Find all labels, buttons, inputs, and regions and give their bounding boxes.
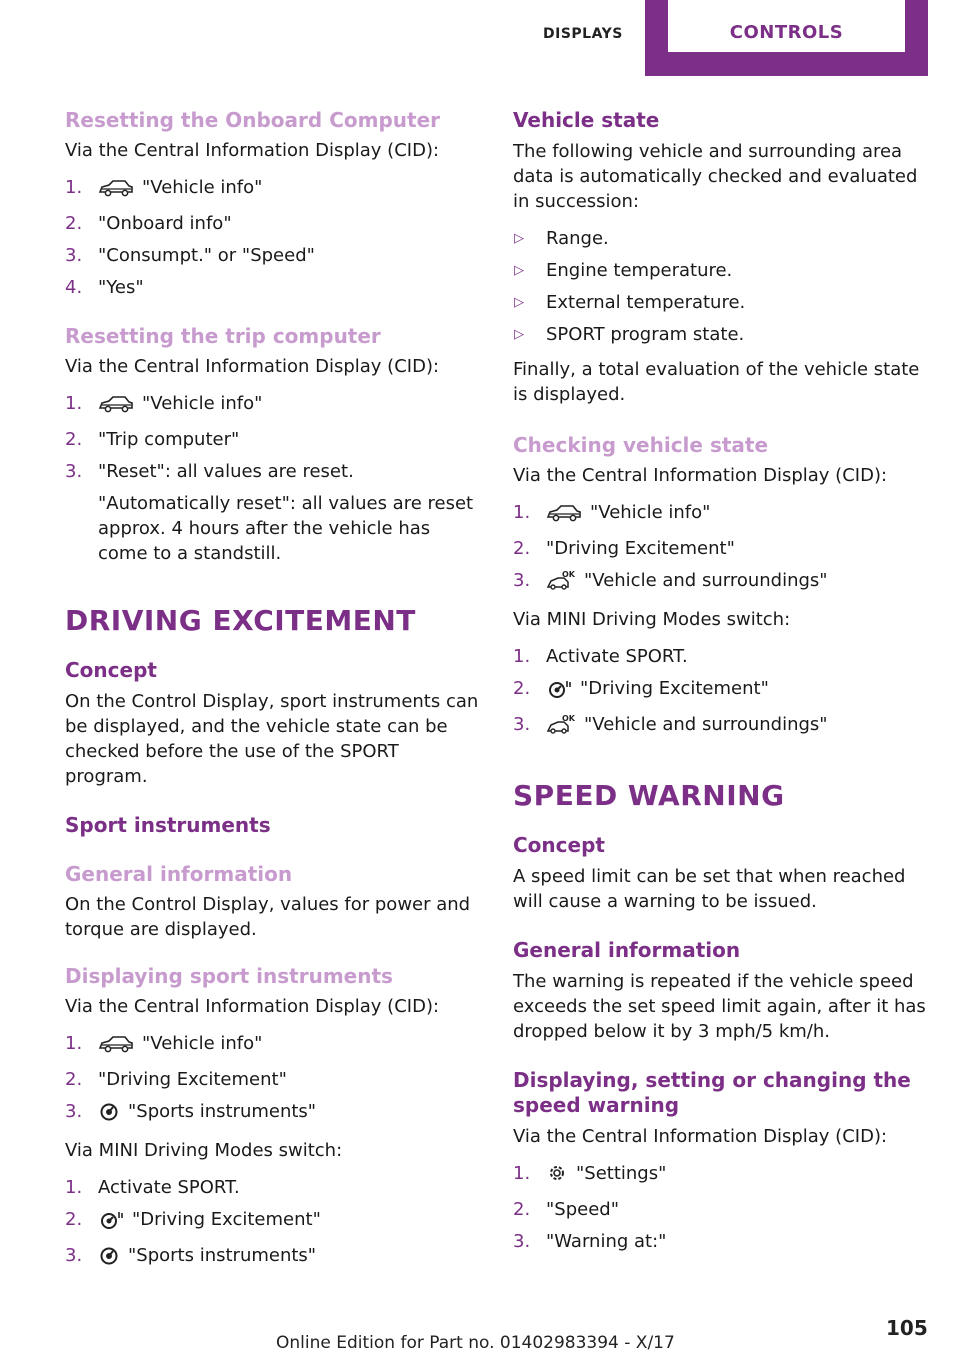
list-item: ▷ SPORT program state.: [514, 324, 745, 345]
display-sport-switch-intro: Via MINI Driving Modes switch:: [65, 1139, 343, 1161]
driving-excitement-icon: [546, 680, 572, 705]
list-item: 3. "Consumpt." or "Speed": [65, 245, 315, 266]
list-item: 1. Activate SPORT.: [513, 646, 688, 667]
sw-steps: [513, 1161, 933, 1254]
speed-warning-heading: SPEED WARNING: [513, 779, 785, 812]
display-sport-switch-steps: [65, 1175, 485, 1272]
reset-trip-intro: Via the Central Information Display (CID):: [65, 356, 440, 377]
display-sport-cid-steps: [65, 1031, 485, 1128]
checking-intro: Via the Central Information Display (CID):: [513, 465, 888, 486]
header-chapter-label: CONTROLS: [729, 22, 844, 43]
list-item: 2. "Speed": [513, 1198, 619, 1220]
svg-text:OK: OK: [562, 570, 575, 579]
vehicle-state-outro: Finally, a total evaluation of the vehicle state is displayed.: [513, 359, 920, 405]
car-icon: [98, 1035, 134, 1060]
list-item: ▷ Range.: [514, 228, 609, 249]
reset-onboard-intro: Via the Central Information Display (CID):: [65, 140, 440, 161]
de-concept-heading: Concept: [65, 657, 157, 682]
list-item: 1. "Vehicle info": [65, 391, 485, 420]
checking-switch-intro: Via MINI Driving Modes switch:: [513, 609, 791, 630]
list-item: 2. "Driving Excitement": [513, 538, 735, 559]
svg-text:OK: OK: [562, 714, 575, 723]
list-item: ▷ External temperature.: [514, 292, 746, 313]
reset-trip-steps: [65, 391, 485, 566]
driving-excitement-heading: DRIVING EXCITEMENT: [65, 604, 416, 637]
car-icon: [546, 504, 582, 529]
de-general-text: On the Control Display, values for power and torque are displayed.: [65, 893, 471, 940]
list-item: 3. "Sports instruments": [65, 1099, 485, 1128]
reset-onboard-heading: Resetting the Onboard Computer: [65, 108, 440, 132]
vehicle-state-bullets: [513, 226, 933, 347]
display-sport-intro: Via the Central Information Display (CID):: [65, 995, 440, 1017]
car-icon: [98, 179, 134, 204]
sw-concept-text: A speed limit can be set that when reached will cause a warning to be issued.: [513, 865, 906, 912]
sw-concept-heading: Concept: [513, 832, 605, 857]
sw-general-text: The warning is repeated if the vehicle speed exceeds the set speed limit again, after it has dropped below it by 3 mph/5 km/h.: [513, 970, 926, 1042]
car-icon: [98, 395, 134, 420]
list-item: 3. OK "Vehicle and surroundings": [513, 568, 933, 597]
list-item: 1. "Vehicle info": [513, 500, 933, 529]
page-number: 105: [886, 1316, 928, 1340]
display-sport-heading: Displaying sport instruments: [65, 963, 393, 988]
list-item: 1. "Vehicle info": [65, 175, 485, 204]
list-item: 2. "Onboard info": [65, 213, 232, 234]
list-item: 1. "Settings": [513, 1161, 933, 1190]
list-item: 3. "Sports instruments": [65, 1243, 485, 1272]
vehicle-state-heading: Vehicle state: [513, 108, 660, 132]
vehicle-ok-icon: [546, 570, 576, 597]
edition-footer: Online Edition for Part no. 01402983394 - X/17: [276, 1333, 675, 1353]
gauge-icon: [98, 1103, 120, 1128]
list-item: 2. "Driving Excitement": [65, 1068, 287, 1090]
driving-excitement-icon: [98, 1211, 124, 1236]
list-item: ▷ Engine temperature.: [514, 260, 733, 281]
sw-general-heading: General information: [513, 937, 741, 962]
list-item: 4. "Yes": [65, 277, 144, 298]
sport-instruments-heading: Sport instruments: [65, 812, 271, 837]
vehicle-ok-icon: [546, 714, 576, 741]
sw-display-intro: Via the Central Information Display (CID):: [513, 1125, 888, 1147]
bullet-triangle-icon: ▷: [514, 263, 524, 278]
checking-cid-steps: [513, 500, 933, 597]
list-item: 3. "Reset": all values are reset. "Automatically reset": all values are reset approx. 4 hours after the vehicle has come to a standstill.: [65, 459, 485, 566]
list-item: 1. Activate SPORT.: [65, 1176, 240, 1198]
list-item: 3. "Warning at:": [513, 1230, 667, 1252]
bullet-triangle-icon: ▷: [514, 327, 524, 342]
gauge-icon: [98, 1247, 120, 1272]
reset-trip-heading: Resetting the trip computer: [65, 324, 381, 348]
checking-switch-steps: [513, 644, 933, 741]
checking-heading: Checking vehicle state: [513, 433, 769, 457]
list-item: 1. "Vehicle info": [65, 1031, 485, 1060]
header-section-label: DISPLAYS: [543, 26, 623, 42]
list-item: 2. "Driving Excitement": [65, 1207, 485, 1236]
list-item: 3. OK "Vehicle and surroundings": [513, 712, 933, 741]
reset-onboard-steps: [65, 175, 485, 300]
list-item: 2. "Trip computer": [65, 429, 240, 450]
sw-display-heading: Displaying, setting or changing the speed warning: [513, 1067, 911, 1117]
settings-gear-icon: [546, 1163, 568, 1190]
left-column: [65, 108, 485, 1282]
de-general-heading: General information: [65, 861, 293, 886]
bullet-triangle-icon: ▷: [514, 231, 524, 246]
bullet-triangle-icon: ▷: [514, 295, 524, 310]
header-chapter-tab: [645, 0, 928, 76]
list-item: 2. "Driving Excitement": [513, 676, 933, 705]
de-concept-text: On the Control Display, sport instruments can be displayed, and the vehicle state can be checked before the use of the SPORT program.: [65, 690, 479, 787]
vehicle-state-intro: The following vehicle and surrounding area data is automatically checked and evaluated in succession:: [513, 141, 918, 212]
right-column: [513, 108, 933, 1264]
reset-trip-note: "Automatically reset": all values are reset approx. 4 hours after the vehicle has come to a standstill.: [98, 493, 474, 564]
